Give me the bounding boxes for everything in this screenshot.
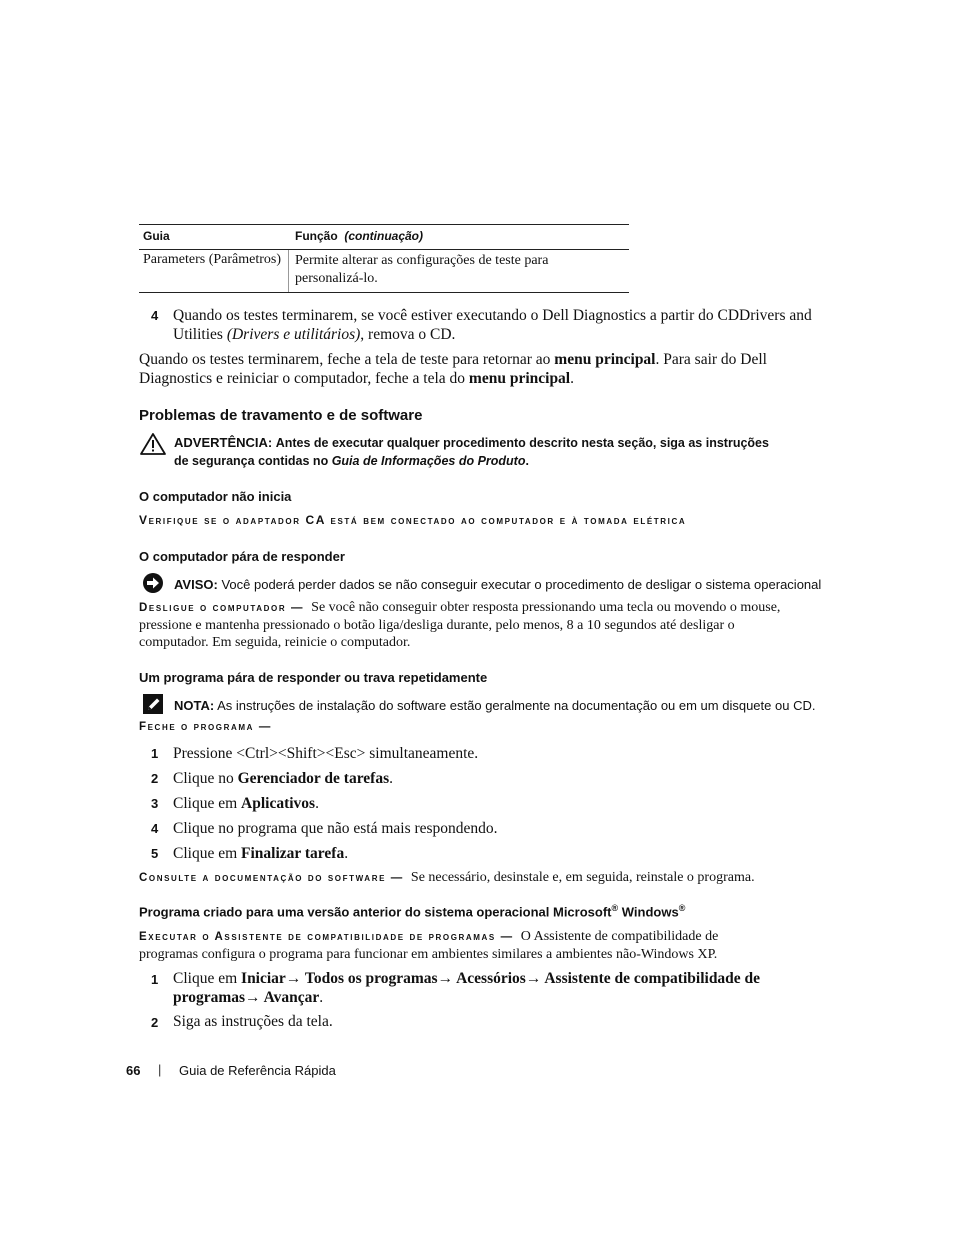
step-number: 2 <box>151 771 159 786</box>
arrow-icon: → <box>525 970 542 987</box>
heading-nao-inicia: O computador não inicia <box>139 489 292 504</box>
registered-mark: ® <box>678 903 686 913</box>
step-text: Clique no <box>173 770 238 787</box>
desligue-label: Desligue o computador — <box>139 602 305 614</box>
step-bold: Gerenciador de tarefas <box>237 770 390 787</box>
compat-assistente: Assistente de compatibilidade de <box>541 970 761 987</box>
header-funcao: Função (continuação) <box>295 229 424 243</box>
registered-mark: ® <box>611 903 619 913</box>
step-number: 1 <box>151 746 159 761</box>
step4-text-b: , remova o CD. <box>360 326 456 343</box>
step4-italic: (Drivers e utilitários) <box>226 326 361 343</box>
section-title: Problemas de travamento e de software <box>139 407 423 424</box>
compat-step1-text <box>173 969 773 1007</box>
notice-icon <box>142 572 164 594</box>
executar-label: Executar o Assistente de compatibilidade de programas — <box>139 931 514 943</box>
step-number: 1 <box>151 972 159 987</box>
header-guia: Guia <box>143 229 170 243</box>
warning-guide-title: Guia de Informações do Produto <box>331 454 526 468</box>
step-bold: Finalizar tarefa <box>241 845 345 862</box>
nota-label: NOTA: <box>174 698 215 713</box>
compat-end: . <box>319 989 324 1006</box>
warning-label: ADVERTÊNCIA: <box>174 435 273 450</box>
page-number: 66 <box>126 1063 141 1078</box>
step-number: 5 <box>151 846 159 861</box>
step-number: 4 <box>151 821 159 836</box>
feche-label: Feche o programa — <box>139 721 272 733</box>
aviso-label: AVISO: <box>174 577 218 592</box>
desligue-block <box>139 599 829 651</box>
para-c: . Para sair do Dell Diagnostics e reiniciar o computador, feche a tela do <box>139 351 767 387</box>
warning-body: Antes de executar qualquer procedimento descrito nesta seção, siga as instruções de segurança contidas no <box>174 436 769 468</box>
footer-title: Guia de Referência Rápida <box>179 1063 336 1078</box>
arrow-icon: → <box>285 970 302 987</box>
step-number: 3 <box>151 796 159 811</box>
function-table <box>139 224 629 293</box>
consulte-block <box>139 868 755 888</box>
compat-todos: Todos os programas <box>301 970 438 987</box>
step-end: . <box>344 845 349 862</box>
compat-iniciar: Iniciar <box>241 970 286 987</box>
executar-line1: O Assistente de compatibilidade de <box>520 929 719 944</box>
cell-divider <box>288 250 289 292</box>
desligue-line2: pressione e mantenha pressionado o botão liga/desliga durante, pelo menos, 8 a 10 segundos até desligar o <box>139 618 735 633</box>
table-header <box>139 225 629 250</box>
para-menu-1: menu principal <box>554 351 656 368</box>
paragraph-diagnostics <box>139 350 789 388</box>
step4-text-a: Quando os testes terminarem, se você estiver executando o Dell Diagnostics a partir do CDDrivers and Utilities <box>173 307 812 343</box>
executar-block <box>139 928 829 963</box>
desligue-line3: computador. Em seguida, reinicie o computador. <box>139 635 411 650</box>
header-continuacao: (continuação) <box>344 229 424 243</box>
step-number: 4 <box>151 308 159 323</box>
consulte-label: Consulte a documentação do software — <box>139 872 404 884</box>
arrow-icon: → <box>437 970 454 987</box>
para-a: Quando os testes terminarem, feche a tela de teste para retornar ao <box>139 351 551 368</box>
aviso-body: Você poderá perder dados se não conseguir executar o procedimento de desligar o sistema operacional <box>221 577 822 592</box>
warning-text <box>174 434 774 470</box>
heading-para-responder: O computador pára de responder <box>139 549 345 564</box>
compat-programas: programas <box>173 989 246 1006</box>
table-row <box>139 250 629 293</box>
step-text: Clique em <box>173 795 242 812</box>
aviso-text <box>174 576 834 594</box>
heading-programa-antigo <box>139 903 685 919</box>
para-menu-2: menu principal <box>468 370 571 387</box>
verifique-label: Verifique se o adaptador CA está bem conectado ao computador e à tomada elétrica <box>139 513 687 527</box>
compat-step2-text: Siga as instruções da tela. <box>173 1013 333 1030</box>
cell-funcao: Permite alterar as configurações de teste para personalizá-lo. <box>295 253 549 286</box>
step-number: 2 <box>151 1015 159 1030</box>
warning-end: . <box>525 454 529 468</box>
arrow-icon: → <box>245 989 261 1006</box>
step-bold: Aplicativos <box>241 795 316 812</box>
cell-guia: Parameters (Parâmetros) <box>143 252 281 267</box>
heading-programa-trava: Um programa pára de responder ou trava repetidamente <box>139 670 488 685</box>
compat-a: Clique em <box>173 970 242 987</box>
desligue-line1: Se você não conseguir obter resposta pressionando uma tecla ou movendo o mouse, <box>311 600 781 615</box>
step-end: . <box>315 795 319 812</box>
executar-line2: programas configura o programa para funcionar em ambientes similares a ambientes não-Windows XP. <box>139 947 718 962</box>
compat-avancar: Avançar <box>260 989 320 1006</box>
heading-antigo-a: Programa criado para uma versão anterior do sistema operacional Microsoft <box>139 904 612 920</box>
heading-antigo-b: Windows <box>618 904 679 920</box>
footer-separator: | <box>158 1062 162 1077</box>
step4-text <box>173 306 823 344</box>
consulte-body: Se necessário, desinstale e, em seguida, reinstale o programa. <box>410 870 755 885</box>
note-icon <box>142 693 164 715</box>
step-text: Pressione <Ctrl><Shift><Esc> simultaneamente. <box>173 745 479 762</box>
para-d: . <box>570 370 574 387</box>
warning-icon <box>139 432 167 456</box>
step-end: . <box>389 770 393 787</box>
step-text: Clique em <box>173 845 242 862</box>
compat-acessorios: Acessórios <box>453 970 526 987</box>
nota-text <box>174 697 834 715</box>
nota-body: As instruções de instalação do software estão geralmente na documentação ou em um disquete ou CD. <box>217 698 816 713</box>
step-text: Clique no programa que não está mais respondendo. <box>173 820 498 837</box>
